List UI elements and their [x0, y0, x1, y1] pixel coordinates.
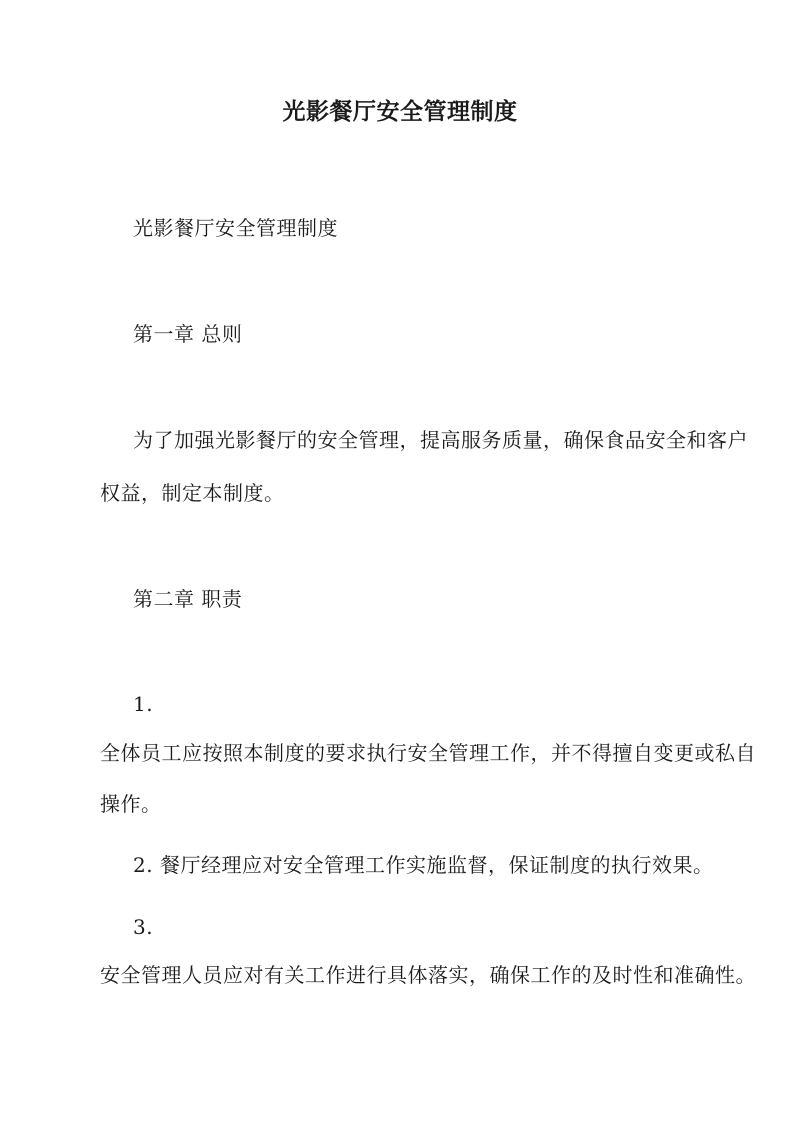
chapter-1-heading: 第一章 总则 [133, 322, 243, 346]
document-title: 光影餐厅安全管理制度 [282, 98, 518, 125]
item-3-line-1: 安全管理人员应对有关工作进行具体落实，确保工作的及时性和准确性。 [100, 963, 756, 987]
item-1-line-2: 操作。 [100, 792, 162, 816]
item-3-number: 3. [133, 915, 154, 939]
item-1-number: 1. [133, 692, 154, 716]
chapter-1-paragraph-line-2: 权益，制定本制度。 [100, 481, 285, 505]
item-2: 2. 餐厅经理应对安全管理工作实施监督，保证制度的执行效果。 [133, 853, 714, 877]
chapter-1-paragraph-line-1: 为了加强光影餐厅的安全管理，提高服务质量，确保食品安全和客户 [133, 428, 748, 452]
chapter-2-heading: 第二章 职责 [133, 587, 243, 611]
item-1-line-1: 全体员工应按照本制度的要求执行安全管理工作，并不得擅自变更或私自 [100, 741, 756, 765]
document-subtitle: 光影餐厅安全管理制度 [133, 216, 338, 240]
